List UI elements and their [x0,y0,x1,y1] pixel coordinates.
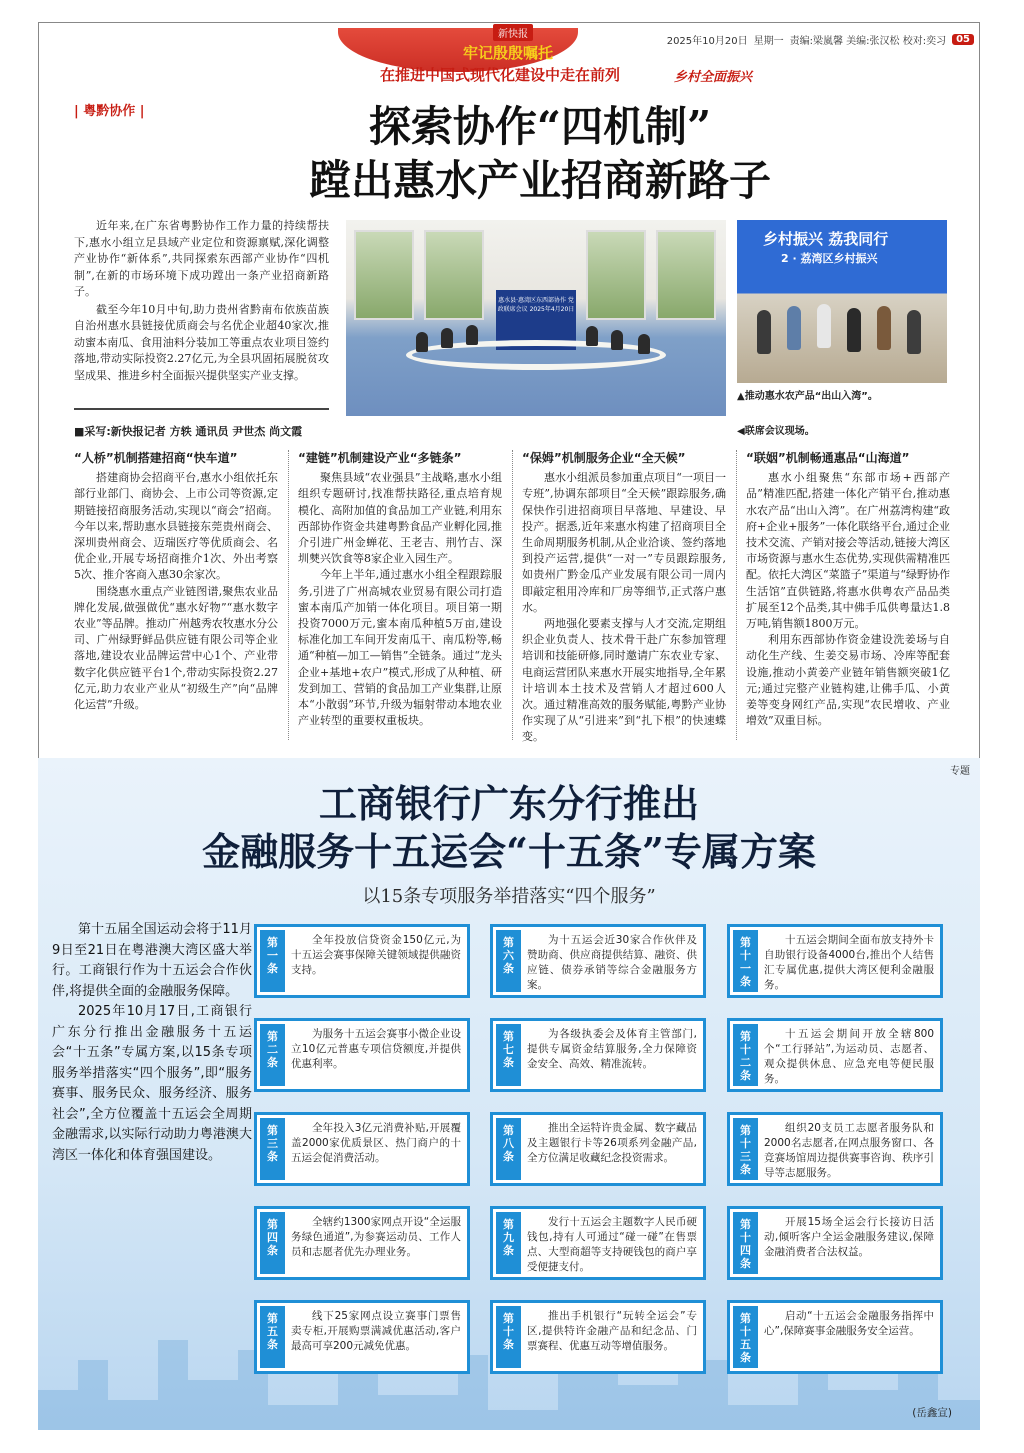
measure-text: 为服务十五运会赛事小微企业设立10亿元普惠专项信贷额度,并提供优惠利率。 [291,1028,461,1070]
photo-caption: ◀联席会议现场。 [737,426,815,437]
measure-number: 第 九 条 [496,1212,521,1274]
measure-text: 组织20支员工志愿者服务队和2000名志愿者,在网点服务窗口、各竞赛场馆周边提供赛事咨询、秩序引导等志愿服务。 [764,1122,934,1179]
feature-credit: (岳鑫宣) [912,1407,952,1419]
column-paragraph: 利用东西部协作资金建设洗姜场与自动化生产线、生姜交易市场、冷库等配套设施,推动小黄姜产业链年销售额突破1亿元;通过完整产业链构建,让佛手瓜、小黄姜等变身网红产品,实现“农民增收、产业增效”双重目标。 [746,633,950,728]
meeting-screen: 惠水县·惠湾区东西部协作 党政联席会议 2025年4月20日 [496,290,576,350]
page-number: 05 [952,34,974,45]
measure-number: 第 十 一 条 [733,930,758,992]
divider [74,408,329,410]
measure-card [727,1112,943,1186]
column-paragraph: 搭建商协会招商平台,惠水小组依托东部行业部门、商协会、上市公司等资源,定期链接招商服务活动,实现以“商会”招商。今年以来,帮助惠水县链接东莞贵州商会、深圳贵州商会、迈瑞医疗等优质商会、名优企业,开展专场招商推介1次、外出考察5次、推介客商入惠30余家次。 [74,471,278,582]
measure-card [254,1300,470,1374]
measure-card [490,924,706,998]
measure-number: 第 十 二 条 [733,1024,758,1086]
editor-credits: 责编:梁嵐馨 美编:张汉松 校对:奕习 [789,36,947,47]
column-divider [288,450,289,740]
column-heading: “人桥”机制搭建招商“快车道” [74,451,238,465]
article-column [522,450,726,746]
measure-text: 推出手机银行“玩转全运会”专区,提供特许金融产品和纪念品、门票赛程、优惠互动等增值服务。 [527,1310,697,1352]
person [877,306,891,350]
person [847,308,861,352]
measure-card [727,1206,943,1280]
measure-text: 全年投入3亿元消费补贴,开展覆盖2000家优质景区、热门商户的十五运会促消费活动。 [291,1122,461,1164]
section-tag: | 粤黔协作 | [74,104,145,119]
measure-number: 第 五 条 [260,1306,285,1368]
intro-paragraph: 截至今年10月中旬,助力贵州省黔南布依族苗族自治州惠水县链接优质商会与名优企业超40家次,推动蜜本南瓜、食用油料分装加工等重点农业项目签约落地,带动实际投资2.27亿元,为全县巩固拓展脱贫攻坚成果、推进乡村全面振兴提供坚实产业支撑。 [74,302,329,382]
measure-text: 全辖约1300家网点开设“全运服务绿色通道”,为参赛运动员、工作人员和志愿者优先办理业务。 [291,1216,461,1258]
slogan-main: 在推进中国式现代化建设中走在前列 [380,66,621,84]
measure-text: 全年投放信贷资金150亿元,为十五运会赛事保障关键领域提供融资支持。 [291,934,461,976]
measure-text: 为各级执委会及体育主管部门,提供专属资金结算服务,全力保障资金安全、高效、精准流转。 [527,1028,697,1070]
column-heading: “联姻”机制畅通惠品“山海道” [746,451,910,465]
measure-number: 第 七 条 [496,1024,521,1086]
issue-weekday: 星期一 [753,36,784,47]
slogan-top: 牢记殷殷嘱托 [463,44,554,62]
measure-text: 开展15场全运会行长接访日活动,倾听客户全运金融服务建议,保障金融消费者合法权益。 [764,1216,934,1258]
measure-text: 十五运会期间全面布放支持外卡自助银行设备4000台,推出个人结售汇专属优惠,提供大湾区便利金融服务。 [764,934,934,991]
headline-line-2: 蹚出惠水产业招商新路子 [308,156,771,205]
measure-number: 第 十 条 [496,1306,521,1368]
measure-number: 第 十 三 条 [733,1118,758,1180]
measure-text: 为十五运会近30家合作伙伴及赞助商、供应商提供结算、融资、供应链、债券承销等综合金融服务方案。 [527,934,697,991]
person [907,310,921,354]
measure-card [727,1018,943,1092]
product-promo-photo [737,220,947,383]
masthead-badge: 新快报 [493,24,533,41]
photo-caption: ▲推动惠水农产品“出山入湾”。 [737,391,878,402]
column-paragraph: 聚焦县域“农业强县”主战略,惠水小组组织专题研讨,找准帮扶路径,重点培育规模化、高附加值的食品加工产业链,利用东西部协作资金共建粤黔食品产业孵化园,推介引进广州金蝉花、王老吉、荆竹吉、深圳僰兴饮食等8家企业入园生产。 [298,471,502,566]
attendee [611,330,623,350]
page-header [38,22,980,92]
headline-line-1: 探索协作“四机制” [368,102,712,151]
issue-meta [667,32,974,47]
column-divider [736,450,737,740]
attendee [466,325,478,345]
person [817,304,831,348]
measure-card [490,1206,706,1280]
article-intro [74,218,329,385]
slogan-side: 乡村全面振兴 [674,70,753,85]
column-paragraph: 惠水小组聚焦“东部市场+西部产品”精准匹配,搭建一体化产销平台,推动惠水农产品“出山入湾”。在广州荔湾构建“政府+企业+服务”一体化联络平台,通过企业技术交流、产销对接会等活动,链接大湾区市场资源与惠水生态优势,实现供需精准匹配。依托大湾区“菜篮子”渠道与“绿野协作生活馆”直供链路,将惠水供粤农产品品类扩展至12个品类,其中佛手瓜供粤量达1.8万吨,销售额1800万元。 [746,471,950,631]
measure-number: 第 十 五 条 [733,1306,758,1368]
attendee [416,332,428,352]
measure-number: 第 四 条 [260,1212,285,1274]
measure-text: 发行十五运会主题数字人民币硬钱包,持有人可通过“碰一碰”在售票点、大型商超等支持硬钱包的商户享受便捷支付。 [527,1216,697,1273]
measure-text: 十五运会期间开放全辖800个“工行驿站”,为运动员、志愿者、观众提供休息、应急充电等便民服务。 [764,1028,934,1085]
measure-card [727,924,943,998]
issue-date: 2025年10月20日 [666,36,748,47]
window-image [354,230,414,320]
attendee [441,328,453,348]
measure-card [490,1300,706,1374]
promo-banner-title: 乡村振兴 荔我同行 [763,230,889,248]
measure-text: 启动“十五运会金融服务指挥中心”,保障赛事金融服务安全运营。 [764,1310,934,1337]
column-paragraph: 今年上半年,通过惠水小组全程跟踪服务,引进了广州高城农业贸易有限公司打造蜜本南瓜产加销一体化项目。项目第一期投资7000万元,蜜本南瓜种植5万亩,建设标准化加工车间开发南瓜干、南瓜粉等,畅通“种植—加工—销售”全链条。通过“龙头企业+基地+农户”模式,形成了从种植、研发到加工、营销的食品加工产业集群,让原本“小散弱”环节,升级为辐射带动本地农业产业转型的重要权重板块。 [298,568,502,728]
column-heading: “建链”机制建设产业“多链条” [298,451,462,465]
column-paragraph: 两地强化要素支撑与人才交流,定期组织企业负责人、技术骨干赴广东参加管理培训和技能研修,同时邀请广东农业专家、电商运营团队来惠水开展实地指导,全年累计培训本土技术及营销人才超过600人次。通过精准高效的服务赋能,粤黔产业协作实现了从“引进来”到“扎下根”的快速蝶变。 [522,617,726,744]
article-column [298,450,502,729]
measure-card [490,1018,706,1092]
person [757,310,771,354]
window-image [586,230,646,320]
measure-text: 推出全运特许贵金属、数字藏品及主题银行卡等26项系列金融产品,全方位满足收藏纪念投资需求。 [527,1122,697,1164]
measure-card [254,1112,470,1186]
article-column [746,450,950,729]
meeting-photo [346,220,726,416]
feature-section [38,758,980,1430]
article-columns [74,450,948,745]
feature-label: 专题 [950,766,970,777]
measure-card [490,1112,706,1186]
measure-number: 第 一 条 [260,930,285,992]
feature-intro [52,920,252,1166]
window-image [424,230,484,320]
column-paragraph: 惠水小组派员参加重点项目“一项目一专班”,协调东部项目“全天候”跟踪服务,确保快作引进招商项目早落地、早建设、早投产。据悉,近年来惠水构建了招商项目全生命周期服务机制,从企业洽谈、签约落地到投产运营,提供“一对一”专员跟踪服务,如贵州广黔金瓜产业发展有限公司一周内即敲定租用冷库和厂房等细节,正式落户惠水。 [522,471,726,614]
feature-intro-paragraph: 第十五届全国运动会将于11月9日至21日在粤港澳大湾区盛大举行。工商银行作为十五运会合作伙伴,将提供全面的金融服务保障。 [52,922,252,999]
person [787,306,801,350]
feature-title [38,780,980,876]
column-paragraph: 围绕惠水重点产业链图谱,聚焦农业品牌化发展,做强做优“惠水好物”“惠水数字农业”等品牌。推动广州越秀农牧惠水分公司、广州绿野鲜品供应链有限公司等企业落地,建设农业品牌运营中心1个、产业带数字化供应链平台1个,带动实际投资2.27亿元,助力农业产业从“初级生产”向“品牌化运营”升级。 [74,584,278,712]
promo-banner-sub: 2 · 荔湾区乡村振兴 [781,252,878,265]
window-image [656,230,716,320]
feature-title-line-2: 金融服务十五运会“十五条”专属方案 [202,829,816,874]
measure-card [727,1300,943,1374]
measure-number: 第 八 条 [496,1118,521,1180]
measure-text: 线下25家网点设立赛事门票售卖专柜,开展购票满减优惠活动,客户最高可享200元减免优惠。 [291,1310,461,1352]
attendee [638,334,650,354]
feature-intro-paragraph: 2025年10月17日,工商银行广东分行推出金融服务十五运会“十五条”专属方案,以15条专项服务举措落实“四个服务”,即“服务赛事、服务民众、服务经济、服务社会”,全方位覆盖十五运会全周期金融需求,以实际行动助力粤港澳大湾区一体化和体育强国建设。 [52,1004,252,1163]
measure-number: 第 十 四 条 [733,1212,758,1274]
measure-number: 第 六 条 [496,930,521,992]
feature-title-line-1: 工商银行广东分行推出 [318,781,699,826]
feature-subtitle: 以15条专项服务举措落实“四个服务” [362,886,656,907]
measure-number: 第 二 条 [260,1024,285,1086]
attendee [586,326,598,346]
column-heading: “保姆”机制服务企业“全天候” [522,451,686,465]
intro-paragraph: 近年来,在广东省粤黔协作工作力量的持续帮扶下,惠水小组立足县域产业定位和资源禀赋,深化调整产业协作“新体系”,共同探索东西部产业协作“四机制”,在新的市场环境下成功蹚出一条产业招商新路子。 [74,219,329,298]
measure-card [254,1018,470,1092]
article-column [74,450,278,713]
measure-card [254,924,470,998]
byline: ■采写:新快报记者 方轶 通讯员 尹世杰 尚文霞 [74,425,303,438]
measure-card [254,1206,470,1280]
column-divider [512,450,513,740]
article-headline [200,100,880,208]
measure-number: 第 三 条 [260,1118,285,1180]
